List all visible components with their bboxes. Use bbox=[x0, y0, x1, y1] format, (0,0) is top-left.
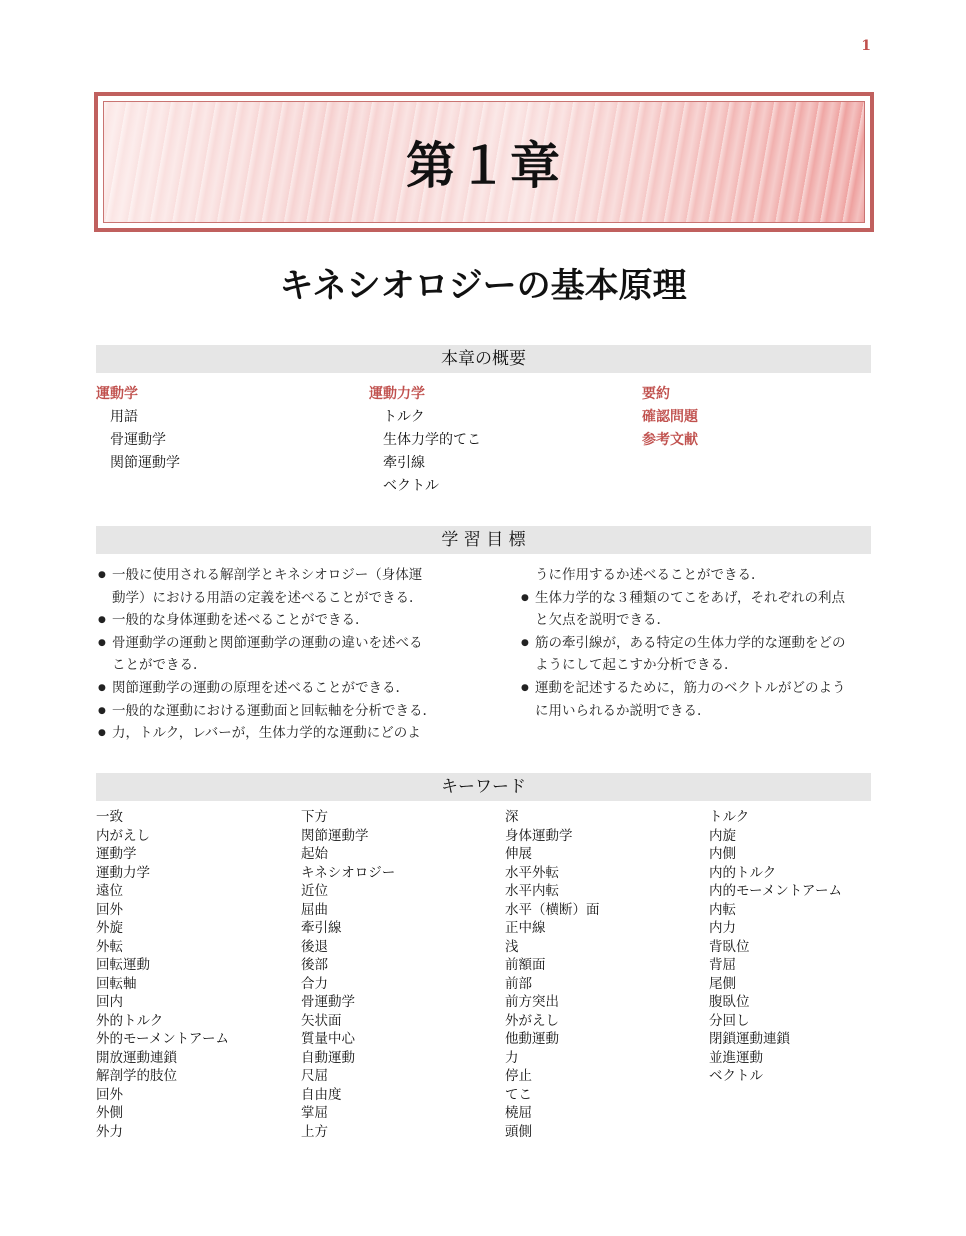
objective-continuation: うに作用するか述べることができる. bbox=[535, 567, 756, 583]
keyword: 水平外転 bbox=[505, 864, 559, 881]
keyword: 解剖学的肢位 bbox=[96, 1068, 177, 1084]
keyword: 関節運動学 bbox=[301, 827, 369, 844]
objective-continuation: と欠点を説明できる. bbox=[535, 612, 661, 629]
objective-continuation: ことができる. bbox=[112, 657, 198, 674]
outline-item: 牽引線 bbox=[383, 455, 425, 471]
keyword: 尺屈 bbox=[301, 1068, 328, 1084]
keyword: 近位 bbox=[301, 883, 328, 899]
keyword: 運動力学 bbox=[96, 864, 150, 881]
objective-continuation: 動学）における用語の定義を述べることができる. bbox=[112, 589, 414, 606]
keyword: 力 bbox=[505, 1049, 519, 1066]
keyword: 開放運動連鎖 bbox=[96, 1049, 177, 1066]
objective-item: ● 一般に使用される解剖学とキネシオロジー（身体運 bbox=[98, 564, 453, 587]
keyword: 分回し bbox=[709, 1012, 750, 1029]
keyword: 質量中心 bbox=[301, 1031, 355, 1047]
outline-item: トルク bbox=[383, 409, 425, 425]
keyword: 下方 bbox=[301, 809, 328, 825]
keyword: 外的モーメントアーム bbox=[96, 1031, 229, 1047]
objective-item: ● 筋の牽引線が，ある特定の生体力学的な運動をどの bbox=[521, 632, 876, 655]
keyword: 後部 bbox=[301, 957, 328, 973]
keyword: 回転軸 bbox=[96, 975, 137, 992]
keyword: てこ bbox=[505, 1086, 532, 1103]
keyword: 尾側 bbox=[709, 975, 736, 992]
outline-head-references: 参考文献 bbox=[642, 432, 698, 448]
outline-head-summary: 要約 bbox=[642, 386, 670, 402]
objective-item: ● 力，トルク，レバーが，生体力学的な運動にどのよ bbox=[98, 722, 453, 745]
keyword: 内側 bbox=[709, 846, 736, 862]
keyword: 水平内転 bbox=[505, 883, 559, 899]
keyword: 前額面 bbox=[505, 957, 546, 973]
keyword: 内がえし bbox=[96, 827, 150, 844]
keyword: 回内 bbox=[96, 994, 123, 1010]
keyword: 外がえし bbox=[505, 1012, 559, 1029]
keyword: 内的モーメントアーム bbox=[709, 883, 842, 899]
outline-item: 生体力学的てこ bbox=[383, 432, 481, 448]
keyword: 遠位 bbox=[96, 883, 123, 899]
keyword: 外的トルク bbox=[96, 1012, 164, 1029]
outline-column-1 bbox=[96, 383, 180, 475]
keyword: 正中線 bbox=[505, 920, 546, 936]
objective-item: ● 運動を記述するために，筋力のベクトルがどのよう bbox=[521, 677, 876, 700]
objectives-right-column bbox=[521, 564, 876, 722]
keyword: 内旋 bbox=[709, 827, 736, 844]
chapter-banner bbox=[94, 92, 874, 232]
page-number: 1 bbox=[861, 38, 871, 54]
keyword: 骨運動学 bbox=[301, 994, 355, 1010]
keyword: 回外 bbox=[96, 1086, 123, 1103]
keyword: 橈屈 bbox=[505, 1105, 532, 1121]
keyword: 矢状面 bbox=[301, 1012, 342, 1029]
keyword: トルク bbox=[709, 809, 750, 825]
objectives-left-column bbox=[98, 564, 453, 745]
outline-head-review: 確認問題 bbox=[642, 409, 698, 425]
keyword: 背臥位 bbox=[709, 938, 750, 955]
keyword: 屈曲 bbox=[301, 901, 328, 918]
objective-continuation: ようにして起こすか分析できる. bbox=[535, 657, 729, 674]
keyword: キネシオロジー bbox=[301, 864, 396, 881]
keyword: 外旋 bbox=[96, 920, 123, 936]
keyword: 内的トルク bbox=[709, 864, 777, 881]
keywords-column-4 bbox=[709, 808, 842, 1086]
outline-item: 関節運動学 bbox=[110, 455, 180, 471]
keyword: 掌屈 bbox=[301, 1105, 328, 1121]
keyword: 起始 bbox=[301, 846, 328, 862]
keyword: 牽引線 bbox=[301, 920, 342, 936]
keyword: ベクトル bbox=[709, 1068, 763, 1084]
keyword: 合力 bbox=[301, 975, 328, 992]
chapter-title: 第１章 bbox=[406, 137, 562, 195]
chapter-subtitle: キネシオロジーの基本原理 bbox=[279, 266, 687, 306]
keyword: 外転 bbox=[96, 938, 123, 955]
objective-item: ● 生体力学的な３種類のてこをあげ，それぞれの利点 bbox=[521, 587, 876, 610]
outline-item: 用語 bbox=[110, 409, 138, 425]
objective-item: ● 一般的な運動における運動面と回転軸を分析できる. bbox=[98, 700, 453, 723]
outline-item: 骨運動学 bbox=[110, 432, 166, 448]
keyword: 外力 bbox=[96, 1123, 123, 1140]
keyword: 内力 bbox=[709, 920, 736, 936]
keyword: 運動学 bbox=[96, 846, 137, 862]
keyword: 深 bbox=[505, 809, 519, 825]
objective-item: ● 一般的な身体運動を述べることができる. bbox=[98, 609, 453, 632]
keyword: 自動運動 bbox=[301, 1049, 355, 1066]
objective-item: ● 骨運動学の運動と関節運動学の運動の違いを述べる bbox=[98, 632, 453, 655]
keywords-column-2 bbox=[301, 808, 395, 1141]
keyword: 頭側 bbox=[505, 1123, 532, 1140]
keywords-column-3 bbox=[505, 808, 600, 1141]
outline-item: ベクトル bbox=[383, 478, 439, 494]
keyword: 並進運動 bbox=[709, 1049, 763, 1066]
keyword: 一致 bbox=[96, 809, 123, 825]
keyword: 回外 bbox=[96, 901, 123, 918]
keyword: 背屈 bbox=[709, 957, 736, 973]
outline-head-kinetics: 運動力学 bbox=[369, 386, 425, 402]
keyword: 上方 bbox=[301, 1123, 328, 1140]
keyword: 他動運動 bbox=[505, 1031, 559, 1047]
keyword: 自由度 bbox=[301, 1086, 342, 1103]
objectives-heading: 学 習 目 標 bbox=[96, 526, 871, 554]
outline-heading: 本章の概要 bbox=[96, 345, 871, 373]
keyword: 浅 bbox=[505, 938, 519, 955]
keyword: 停止 bbox=[505, 1068, 532, 1084]
chapter-banner-inner bbox=[103, 101, 865, 223]
keyword: 閉鎖運動連鎖 bbox=[709, 1031, 790, 1047]
keywords-heading: キーワード bbox=[96, 773, 871, 801]
keyword: 前方突出 bbox=[505, 994, 559, 1010]
keyword: 回転運動 bbox=[96, 957, 150, 973]
keyword: 内転 bbox=[709, 901, 736, 918]
keyword: 伸展 bbox=[505, 846, 532, 862]
outline-head-kinematics: 運動学 bbox=[96, 386, 138, 402]
objective-item: ● 関節運動学の運動の原理を述べることができる. bbox=[98, 677, 453, 700]
keyword: 後退 bbox=[301, 938, 328, 955]
keyword: 前部 bbox=[505, 975, 532, 992]
outline-column-2 bbox=[369, 383, 481, 498]
keyword: 腹臥位 bbox=[709, 994, 750, 1010]
outline-column-3 bbox=[642, 383, 698, 452]
keyword: 水平（横断）面 bbox=[505, 901, 600, 918]
keyword: 外側 bbox=[96, 1105, 123, 1121]
keyword: 身体運動学 bbox=[505, 827, 573, 844]
objective-continuation: に用いられるか説明できる. bbox=[535, 702, 702, 719]
keywords-column-1 bbox=[96, 808, 229, 1141]
